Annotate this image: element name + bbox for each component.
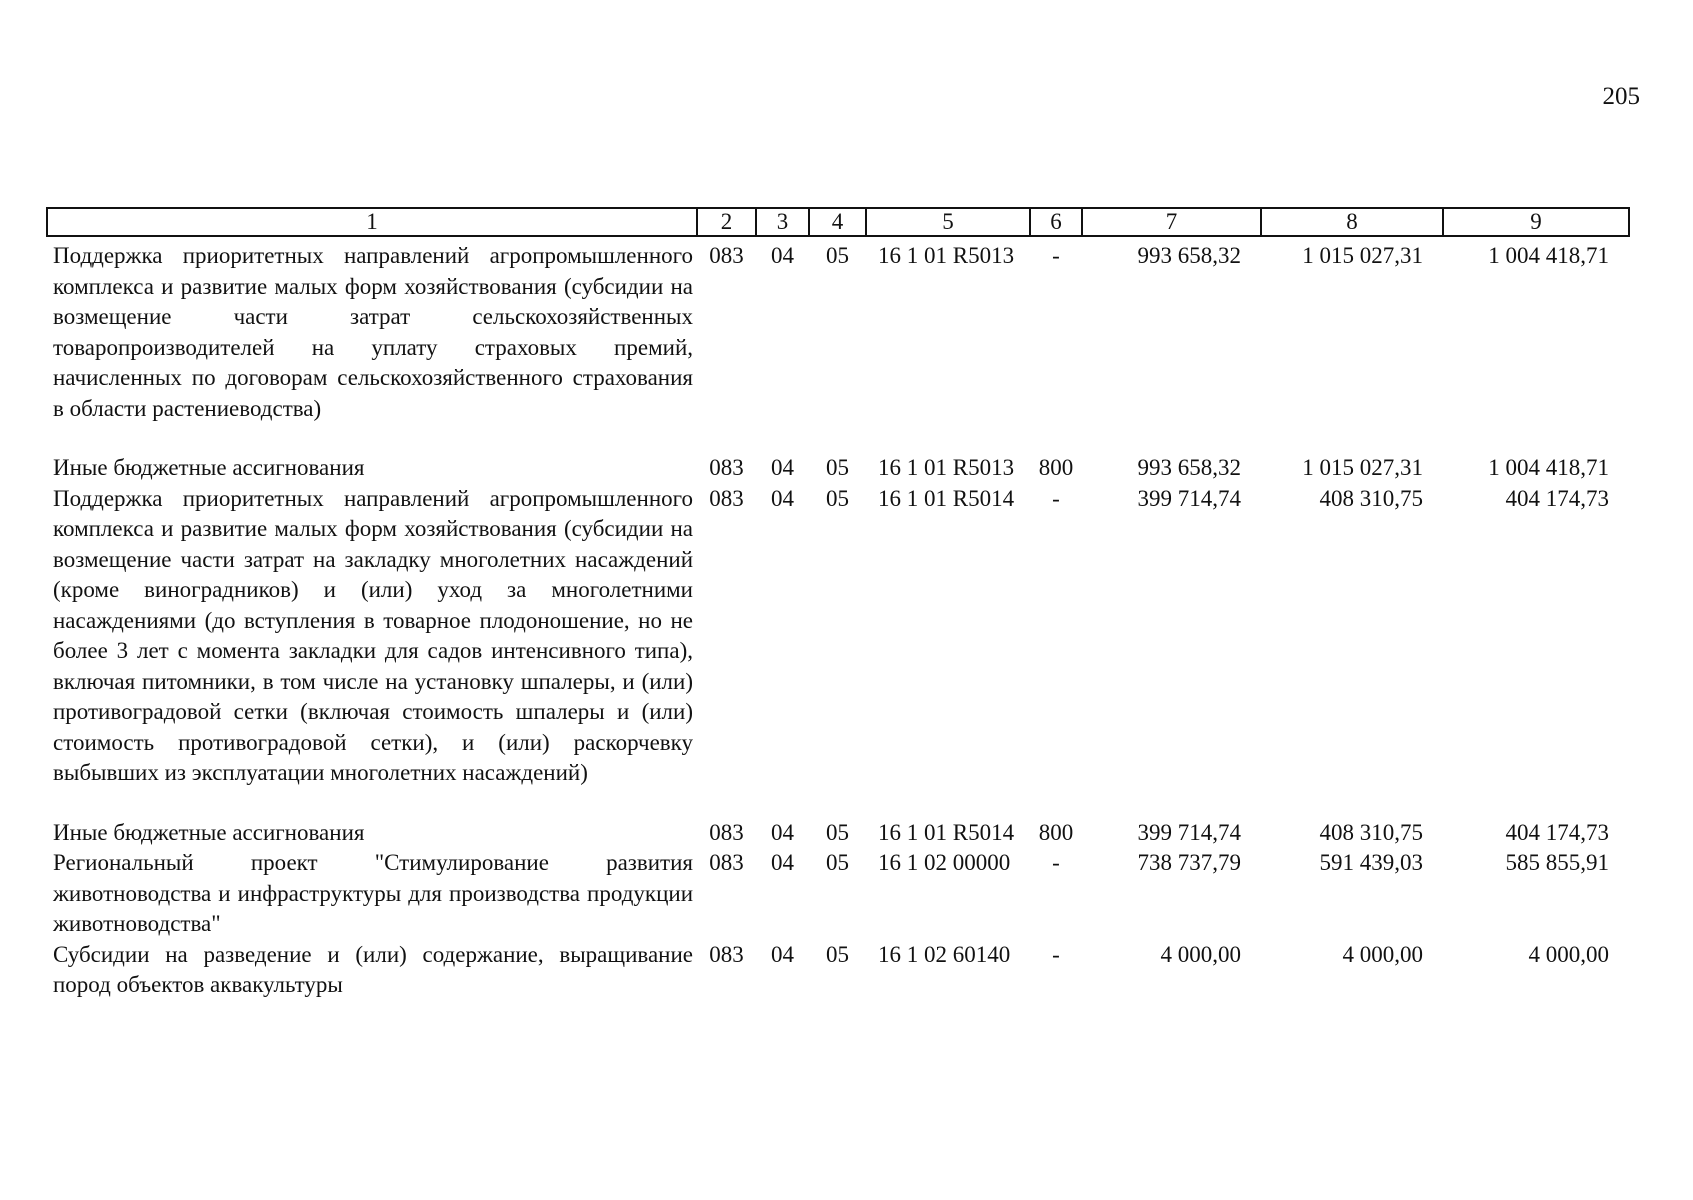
cell-col-7: 399 714,74 <box>1137 819 1241 845</box>
cell-col-2: 083 <box>709 819 744 845</box>
cell-col-5: 16 1 02 60140 <box>878 941 1011 967</box>
header-cell: 6 <box>1030 208 1082 236</box>
cell-col-5: 16 1 02 00000 <box>878 850 1011 875</box>
row-description: Иные бюджетные ассигнования <box>53 819 365 845</box>
cell-col-4: 05 <box>826 941 849 967</box>
table-row <box>47 848 1629 940</box>
cell-col-4: 05 <box>826 485 849 511</box>
cell-col-6: - <box>1052 850 1060 875</box>
cell-col-6: 800 <box>1038 455 1074 480</box>
cell-col-5: 16 1 01 R5013 <box>878 455 1015 480</box>
cell-col-4: 05 <box>826 455 849 480</box>
cell-col-2: 083 <box>709 850 744 875</box>
cell-col-4: 05 <box>826 850 849 875</box>
page-number: 205 <box>1602 83 1640 110</box>
budget-table <box>46 207 1630 1001</box>
header-cell: 3 <box>756 208 809 236</box>
table-row <box>47 484 1629 818</box>
cell-col-3: 04 <box>771 850 794 875</box>
cell-col-3: 04 <box>771 485 794 511</box>
table-row <box>47 818 1629 849</box>
row-description: Региональный проект "Стимулирование развития животноводства и инфраструктуры для производства продукции животноводства" <box>53 850 693 936</box>
cell-col-9: 585 855,91 <box>1505 850 1609 875</box>
header-cell: 8 <box>1261 208 1443 236</box>
cell-col-6: - <box>1052 485 1060 511</box>
row-description: Поддержка приоритетных направлений агропромышленного комплекса и развитие малых форм хозяйствования (субсидии на возмещение части затрат сельскохозяйственных товаропроизводителей на уплату страховых премий, начисленных по договорам сельскохозяйственного страхования в области растениеводства) <box>53 243 693 421</box>
row-description: Поддержка приоритетных направлений агропромышленного комплекса и развитие малых форм хозяйствования (субсидии на возмещение части затрат на закладку многолетних насаждений (кроме виноградников) и (или) уход за многолетними насаждениями (до вступления в товарное плодоношение, но не более 3 лет с момента закладки для садов интенсивного типа), включая питомники, в том числе на установку шпалеры, и (или) противоградовой сетки (включая стоимость шпалеры и (или) стоимость противоградовой сетки), и (или) раскорчевку выбывших из эксплуатации многолетних насаждений) <box>53 485 693 785</box>
cell-col-7: 738 737,79 <box>1137 850 1241 875</box>
cell-col-9: 1 004 418,71 <box>1488 243 1609 268</box>
cell-col-7: 993 658,32 <box>1137 243 1241 268</box>
header-cell: 9 <box>1443 208 1629 236</box>
header-cell: 7 <box>1082 208 1261 236</box>
cell-col-8: 1 015 027,31 <box>1302 243 1423 268</box>
cell-col-3: 04 <box>771 819 794 845</box>
cell-col-9: 404 174,73 <box>1505 819 1609 845</box>
header-cell: 1 <box>47 208 697 236</box>
cell-col-6: - <box>1052 941 1060 967</box>
cell-col-6: 800 <box>1038 819 1074 845</box>
cell-col-6: - <box>1052 243 1060 268</box>
row-description: Субсидии на разведение и (или) содержание, выращивание пород объектов аквакультуры <box>53 941 693 997</box>
cell-col-8: 591 439,03 <box>1319 850 1423 875</box>
cell-col-9: 4 000,00 <box>1528 941 1609 967</box>
cell-col-2: 083 <box>709 243 744 268</box>
cell-col-7: 993 658,32 <box>1137 455 1241 480</box>
table-row <box>47 940 1629 1001</box>
cell-col-3: 04 <box>771 243 794 268</box>
cell-col-7: 4 000,00 <box>1160 941 1241 967</box>
cell-col-8: 408 310,75 <box>1319 819 1423 845</box>
cell-col-2: 083 <box>709 485 744 511</box>
cell-col-8: 4 000,00 <box>1342 941 1423 967</box>
cell-col-3: 04 <box>771 941 794 967</box>
header-cell: 5 <box>866 208 1030 236</box>
cell-col-7: 399 714,74 <box>1137 485 1241 511</box>
header-cell: 2 <box>697 208 756 236</box>
cell-col-9: 1 004 418,71 <box>1488 455 1609 480</box>
header-cell: 4 <box>809 208 866 236</box>
cell-col-5: 16 1 01 R5013 <box>878 243 1015 268</box>
table-row <box>47 453 1629 484</box>
cell-col-9: 404 174,73 <box>1505 485 1609 511</box>
cell-col-5: 16 1 01 R5014 <box>878 819 1015 845</box>
cell-col-4: 05 <box>826 243 849 268</box>
cell-col-2: 083 <box>709 455 744 480</box>
cell-col-5: 16 1 01 R5014 <box>878 485 1015 511</box>
table-row <box>47 236 1629 453</box>
cell-col-3: 04 <box>771 455 794 480</box>
cell-col-2: 083 <box>709 941 744 967</box>
cell-col-4: 05 <box>826 819 849 845</box>
table-header-row <box>47 208 1629 236</box>
cell-col-8: 408 310,75 <box>1319 485 1423 511</box>
cell-col-8: 1 015 027,31 <box>1302 455 1423 480</box>
row-description: Иные бюджетные ассигнования <box>53 455 365 480</box>
